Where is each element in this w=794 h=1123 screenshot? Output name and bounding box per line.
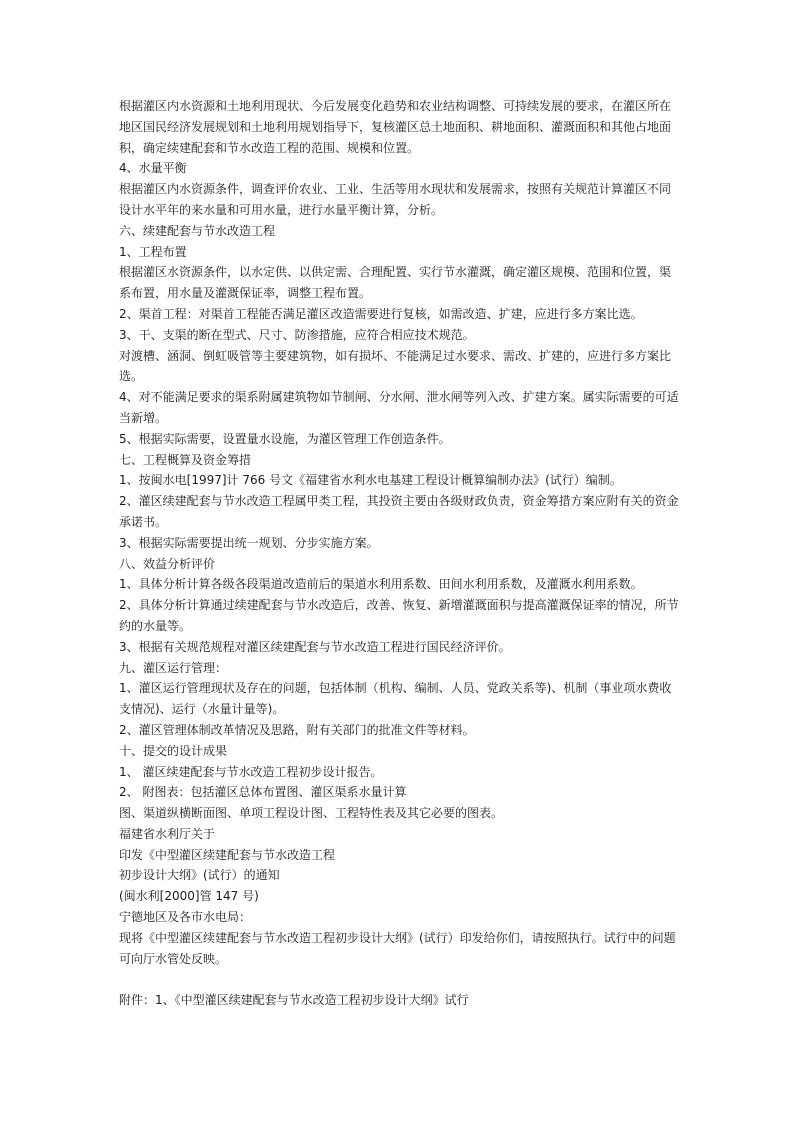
notice-line: 宁德地区及各市水电局：: [119, 910, 252, 925]
paragraph: 1、 灌区续建配套与节水改造工程初步设计报告。: [119, 764, 383, 779]
section-heading: 十、提交的设计成果: [119, 743, 228, 758]
paragraph: 根据灌区内水资源和土地利用现状、今后发展变化趋势和农业结构调整、可持续发展的要求，在灌区所在地区国民经济发展规划和土地利用规划指导下，复核灌区总土地面积、耕地面积、灌溉面积和其他占地面积，确定续建配套和节水改造工程的范围、规模和位置。: [119, 99, 672, 155]
notice-line: 福建省水利厅关于: [119, 826, 216, 841]
paragraph: 图、渠道纵横断面图、单项工程设计图、工程特性表及其它必要的图表。: [119, 806, 504, 821]
paragraph: 根据灌区内水资源条件，调查评价农业、工业、生活等用水现状和发展需求，按照有关规范计算灌区不同设计水平年的来水量和可用水量，进行水量平衡计算，分析。: [119, 182, 672, 217]
paragraph: 5、根据实际需要，设置量水设施，为灌区管理工作创造条件。: [119, 431, 451, 446]
paragraph: 1、灌区运行管理现状及存在的问题，包括体制（机构、编制、人员、党政关系等)、机制（事业项水费收支情况)、运行（水量计量等)。: [119, 681, 672, 717]
paragraph: 1、按闽水电[1997]计 766 号文《福建省水利水电基建工程设计概算编制办法》(试行）编制。: [119, 473, 622, 488]
blank-line: [119, 969, 679, 990]
attachment-line: 附件：1、《中型灌区续建配套与节水改造工程初步设计大纲》试行: [119, 993, 469, 1008]
paragraph: 3、根据实际需要提出统一规划、分步实施方案。: [119, 535, 379, 550]
paragraph: 现将《中型灌区续建配套与节水改造工程初步设计大纲》(试行）印发给你们，请按照执行。试行中的问题可向厅水管处反映。: [119, 930, 676, 966]
paragraph: 2、灌区管理体制改革情况及思路，附有关部门的批准文件等材料。: [119, 722, 475, 737]
section-heading: 七、工程概算及资金筹措: [119, 452, 252, 467]
paragraph: 3、根据有关规范规程对灌区续建配套与节水改造工程进行国民经济评价。: [119, 639, 511, 654]
section-heading: 八、效益分析评价: [119, 556, 216, 571]
paragraph: 3、干、支渠的断在型式、尺寸、防渗措施，应符合相应技术规范。: [119, 327, 475, 342]
document-body: [119, 96, 679, 1011]
section-heading: 4、水量平衡: [119, 161, 187, 176]
notice-line: (闽水利[2000]管 147 号): [119, 889, 259, 904]
paragraph: 2、 附图表：包括灌区总体布置图、灌区渠系水量计算: [119, 785, 407, 800]
paragraph: 4、对不能满足要求的渠系附属建筑物如节制闸、分水闸、泄水闸等列入改、扩建方案。属实际需要的可适当新增。: [119, 390, 679, 425]
paragraph: 2、渠首工程：对渠首工程能否满足灌区改造需要进行复核，如需改造、扩建，应进行多方案比选。: [119, 306, 643, 321]
paragraph: 2、灌区续建配套与节水改造工程属甲类工程，其投资主要由各级财政负责，资金筹措方案应附有关的资金承诺书。: [119, 494, 679, 529]
paragraph: 2、具体分析计算通过续建配套与节水改造后，改善、恢复、新增灌溉面积与提高灌溉保证率的情况，所节约的水量等。: [119, 598, 679, 633]
notice-line: 印发《中型灌区续建配套与节水改造工程: [119, 847, 336, 862]
notice-line: 初步设计大纲》(试行）的通知: [119, 868, 280, 883]
section-heading: 1、工程布置: [119, 244, 187, 259]
paragraph: 根据灌区水资源条件，以水定供、以供定需、合理配置、实行节水灌溉，确定灌区规模、范围和位置，渠系布置，用水量及灌溉保证率，调整工程布置。: [119, 265, 672, 301]
section-heading: 九、灌区运行管理：: [119, 660, 228, 675]
paragraph: 对渡槽、涵洞、倒虹吸管等主要建筑物，如有损坏、不能满足过水要求、需改、扩建的，应进行多方案比选。: [119, 348, 672, 384]
section-heading: 六、续建配套与节水改造工程: [119, 223, 276, 238]
paragraph: 1、具体分析计算各级各段渠道改造前后的渠道水利用系数、田间水利用系数，及灌溉水利用系数。: [119, 577, 643, 592]
